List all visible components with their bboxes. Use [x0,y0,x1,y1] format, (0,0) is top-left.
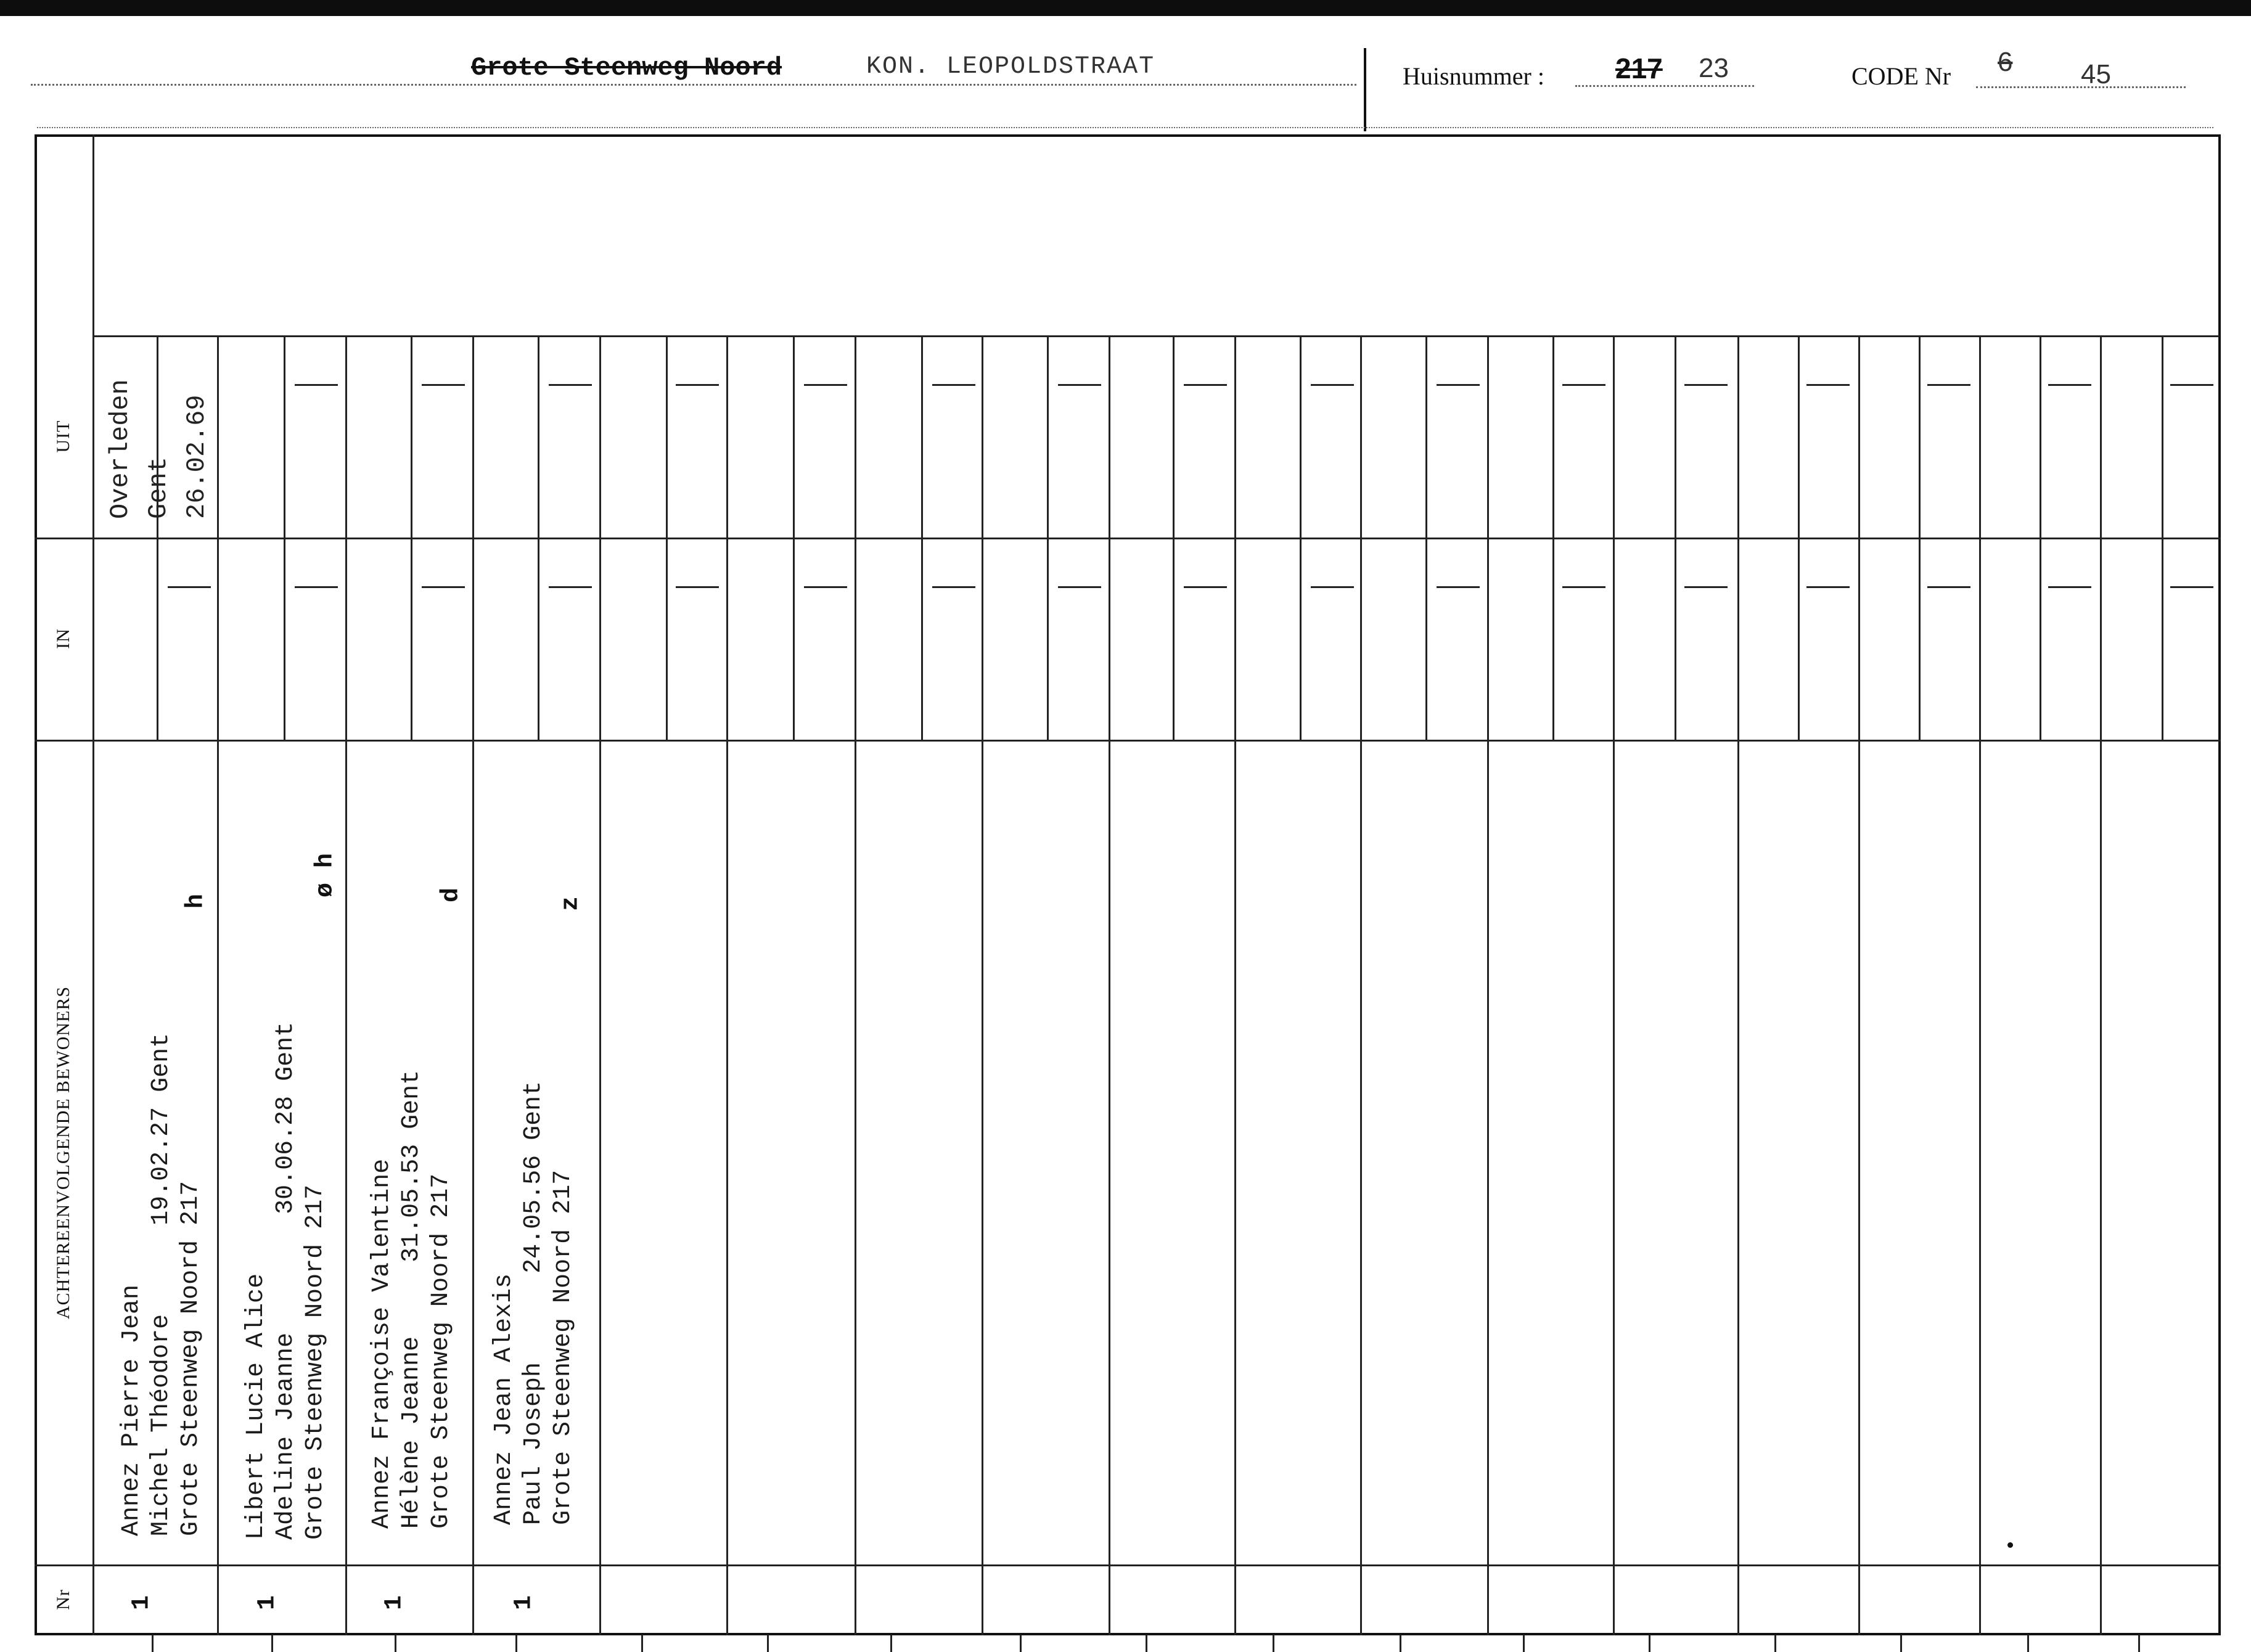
in-dash [168,586,211,588]
entry-3-mark: d [437,887,465,903]
bottom-tick [1649,1635,1650,1652]
bottom-tick [2138,1635,2140,1652]
entry-3-text [367,1070,456,1529]
bottom-tick [1400,1635,1401,1652]
column-divider [1487,335,1489,1635]
entry-3-address: Grote Steenweg Noord 217 [427,1173,455,1529]
in-dash [1437,586,1480,588]
in-dash [1927,586,1970,588]
bottom-tick [515,1635,517,1652]
uit-dash [1058,384,1101,386]
divider-bewoners-nr [35,1564,2221,1566]
huisnummer-old: 217 [1615,52,1663,84]
uit-dash [1562,384,1605,386]
bottom-tick [1020,1635,1022,1652]
entry-4-name2: Paul Joseph [520,1362,547,1525]
column-divider [1737,335,1739,1635]
bottom-tick [2027,1635,2029,1652]
entry-4-name1: Annez Jean Alexis [490,1273,518,1525]
column-divider [1360,335,1362,1635]
column-divider [1979,335,1981,1635]
column-subdivider [1552,335,1554,740]
column-subdivider [921,335,923,740]
uit-dash [1184,384,1227,386]
in-dash [2048,586,2091,588]
column-divider [1858,335,1860,1635]
uit-dash [1684,384,1728,386]
huisnummer-new: 23 [1699,53,1729,83]
uit-dash [1806,384,1850,386]
column-subdivider [1300,335,1302,740]
in-dash [1562,586,1605,588]
in-dash [676,586,719,588]
in-dash [549,586,592,588]
uit-dash [2048,384,2091,386]
entry-2-mark: ø h [311,853,340,898]
entry-2-nr: 1 [253,1595,282,1611]
entry-2-text [242,1022,330,1540]
code-label: CODE Nr [1851,62,1951,90]
stray-dot [2007,1542,2013,1548]
entry-4-text [490,1081,578,1525]
entry-1-nr: 1 [128,1595,156,1611]
entry-3-name2: Hélène Jeanne [398,1336,425,1529]
in-dash [932,586,975,588]
column-subdivider [666,335,668,740]
column-divider [726,335,728,1635]
uit-dash [1311,384,1354,386]
street-name-new: KON. LEOPOLDSTRAAT [866,53,1155,81]
column-subdivider [1798,335,1800,740]
in-dash [2170,586,2213,588]
column-subdivider [2040,335,2041,740]
uit-dash [932,384,975,386]
entry-4-birth: 24.05.56 Gent [520,1081,547,1274]
entry-4-address: Grote Steenweg Noord 217 [549,1169,577,1525]
bottom-tick [1273,1635,1274,1652]
huisnummer-label: Huisnummer : [1403,62,1544,90]
entry-2-address: Grote Steenweg Noord 217 [301,1184,329,1540]
entry-1-text [117,1033,206,1536]
column-subdivider [1173,335,1175,740]
label-column-divider [92,134,94,1635]
entry-2-name1: Libert Lucie Alice [242,1273,270,1540]
entry-3-nr: 1 [380,1595,409,1611]
bottom-tick [1774,1635,1776,1652]
divider-uit-in [35,538,2221,539]
entry-1-mark: h [182,893,210,909]
column-divider [2100,335,2102,1635]
entry-1-name2: Michel Théodore [147,1314,175,1536]
bottom-tick [1523,1635,1525,1652]
entry-4-mark: z [557,896,585,912]
column-subdivider [793,335,795,740]
row-label-uit: UIT [53,420,73,453]
uit-dash [676,384,719,386]
entry-1-uit-note: Overleden Gent 26.02.69 [105,379,211,519]
street-name-old: Grote Steenweg Noord [471,53,782,83]
column-divider [1234,335,1236,1635]
column-divider [345,335,347,1635]
uit-dash [549,384,592,386]
in-dash [1058,586,1101,588]
uit-dash [2170,384,2213,386]
column-divider [472,335,474,1635]
bottom-tick [890,1635,892,1652]
register-grid [35,134,2221,1635]
entry-1-address: Grote Steenweg Noord 217 [177,1180,205,1536]
divider-in-bewoners [35,740,2221,742]
entry-1-birth: 19.02.27 Gent [147,1032,175,1225]
column-subdivider [1675,335,1676,740]
in-dash [295,586,338,588]
row-label-in: IN [53,628,73,649]
column-subdivider [1919,335,1921,740]
code-new: 45 [2081,59,2111,89]
column-subdivider [284,335,285,740]
code-old: 6 [1998,47,2013,77]
row-label-nr: Nr [53,1589,73,1610]
bottom-tick [767,1635,769,1652]
bottom-tick [395,1635,396,1652]
uit-dash [1437,384,1480,386]
uit-dash [422,384,465,386]
column-divider [599,335,601,1635]
in-dash [1311,586,1354,588]
entry-1-name1: Annez Pierre Jean [118,1284,146,1536]
in-dash [422,586,465,588]
in-dash [1684,586,1728,588]
header-separator [1364,48,1366,131]
entry-3-birth: 31.05.53 Gent [398,1069,425,1262]
column-subdivider [2162,335,2163,740]
in-dash [804,586,847,588]
entry-2-name2: Adeline Jeanne [272,1332,300,1540]
column-subdivider [1425,335,1427,740]
in-dash [1184,586,1227,588]
in-dash [1806,586,1850,588]
entry-2-birth: 30.06.28 Gent [272,1021,300,1214]
column-divider [982,335,983,1635]
bottom-tick [152,1635,154,1652]
header-bottom-dotted-line [37,127,2213,128]
bottom-tick [271,1635,273,1652]
row-label-bewoners: ACHTEREENVOLGENDE BEWONERS [53,986,73,1320]
uit-dash [1927,384,1970,386]
bottom-tick [1900,1635,1902,1652]
column-subdivider [538,335,539,740]
column-divider [1613,335,1615,1635]
column-divider [1109,335,1110,1635]
top-scan-border [0,0,2251,16]
bottom-tick [641,1635,643,1652]
column-divider [217,335,219,1635]
column-divider [855,335,856,1635]
bottom-tick [1146,1635,1147,1652]
uit-dash [804,384,847,386]
column-subdivider [411,335,412,740]
uit-dash [295,384,338,386]
entry-3-name1: Annez Françoise Valentine [368,1158,396,1529]
entry-4-nr: 1 [510,1595,538,1611]
column-subdivider [1047,335,1049,740]
